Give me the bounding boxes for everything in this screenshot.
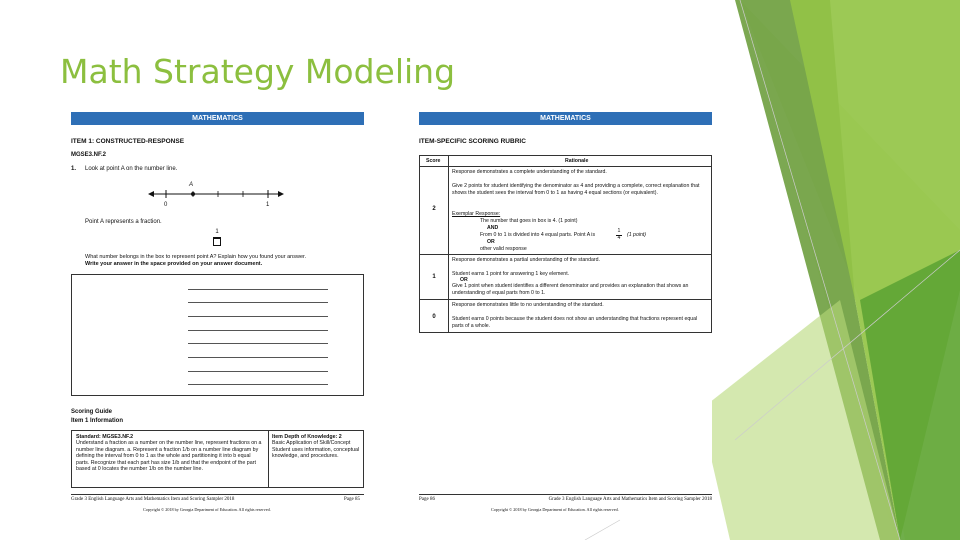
scoring-guide-heading: Scoring Guide <box>71 409 113 415</box>
item-title: ITEM 1: CONSTRUCTED-RESPONSE <box>71 138 185 145</box>
slide-title: Math Strategy Modeling <box>60 52 456 91</box>
fraction-statement: Point A represents a fraction. <box>85 219 162 225</box>
exemplar-frac-num: 1 <box>617 228 621 234</box>
footer-copyright: Copyright © 2018 by Georgia Department of Education. All rights reserved. <box>143 507 271 512</box>
answer-line <box>188 343 328 344</box>
exemplar-or: OR <box>487 239 495 245</box>
left-document-page <box>71 112 364 517</box>
score-2: 2 <box>432 206 436 212</box>
score-1: 1 <box>432 274 436 280</box>
standard-title: Standard: MGSE3.NF.2 <box>76 434 134 440</box>
answer-line <box>188 289 328 290</box>
score-0: 0 <box>432 314 436 320</box>
rationale-2-detail: Give 2 points for student identifying the denominator as 4 and providing a complete, correct explanation that shows the student sees the interval from 0 to 1 as having 4 equal sections (or equivalent). <box>452 183 700 196</box>
footer-page-number: Page 86 <box>419 497 435 502</box>
exemplar-line-1: The number that goes in box is 4. (1 point) <box>480 218 578 224</box>
question-prompt: Look at point A on the number line. <box>85 166 178 172</box>
point-a-label: A <box>189 182 194 188</box>
answer-line <box>188 371 328 372</box>
dok-description: Basic Application of Skill/Concept Student uses information, conceptual knowledge, and procedures. <box>272 440 360 460</box>
rationale-2-summary: Response demonstrates a complete understanding of the standard. <box>452 169 607 175</box>
footer-copyright: Copyright © 2018 by Georgia Department of Education. All rights reserved. <box>491 507 619 512</box>
footer-page-number: Page 85 <box>344 497 360 502</box>
rubric-title: ITEM-SPECIFIC SCORING RUBRIC <box>419 138 526 145</box>
fraction-numerator: 1 <box>213 229 221 238</box>
answer-line <box>188 357 328 358</box>
exemplar-title: Exemplar Response: <box>452 211 501 217</box>
number-line-zero: 0 <box>164 202 168 208</box>
answer-instruction: Write your answer in the space provided on your answer document. <box>85 261 263 267</box>
rationale-1-summary: Response demonstrates a partial understanding of the standard. <box>452 257 600 263</box>
item-info-heading: Item 1 Information <box>71 418 124 424</box>
footer-title: Grade 3 English Language Arts and Mathematics Item and Scoring Sampler 2018 <box>548 497 712 502</box>
rationale-0-detail: Student earns 0 points because the student does not show an understanding that fractions represent equal parts of a whole. <box>452 316 698 329</box>
answer-line <box>188 384 328 385</box>
number-line-one: 1 <box>266 202 270 208</box>
question-number: 1. <box>71 166 77 172</box>
rationale-1-or: OR <box>460 277 468 283</box>
rationale-1-detail: Student earns 1 point for answering 1 key element. <box>452 271 570 277</box>
right-page-footer <box>419 494 712 512</box>
answer-line <box>188 302 328 303</box>
exemplar-frac-den: 4 <box>617 235 621 241</box>
question-text: What number belongs in the box to represent point A? Explain how you found your answer. <box>85 254 307 260</box>
right-page-header: MATHEMATICS <box>419 112 712 125</box>
col-score-header: Score <box>426 158 441 164</box>
exemplar-and: AND <box>487 225 499 231</box>
left-page-footer <box>71 494 364 512</box>
exemplar-other: other valid response <box>480 246 527 252</box>
answer-line <box>188 330 328 331</box>
footer-title: Grade 3 English Language Arts and Mathematics Item and Scoring Sampler 2018 <box>71 497 235 502</box>
fraction-denominator-box <box>213 238 221 246</box>
exemplar-line-2: From 0 to 1 is divided into 4 equal parts. Point A is <box>480 232 596 238</box>
left-page-header: MATHEMATICS <box>71 112 364 125</box>
standard-code: MGSE3.NF.2 <box>71 152 107 158</box>
right-document-page <box>419 112 712 517</box>
exemplar-line-2-points: (1 point) <box>627 232 647 238</box>
col-rationale-header: Rationale <box>565 158 589 164</box>
standard-description: Understand a fraction as a number on the number line, represent fractions on a number line diagram. a. Represent a fraction 1/b on a number line diagram by defining the interval from 0 to 1 as the whole and partitioning it into b equal parts. Recognize that each part has size 1/b and that the endpoint of the part based at 0 locates the number 1/b on the number line. <box>76 440 262 473</box>
dok-title: Item Depth of Knowledge: 2 <box>272 434 342 440</box>
item-info-table <box>71 430 364 488</box>
answer-line <box>188 316 328 317</box>
answer-box <box>71 274 364 396</box>
scoring-rubric-table <box>419 155 712 333</box>
rationale-0-summary: Response demonstrates little to no understanding of the standard. <box>452 302 604 308</box>
rationale-1-alternative: Give 1 point when student identifies a different denominator and provides an explanation that shows an understanding of equal parts from 0 to 1. <box>452 283 689 296</box>
